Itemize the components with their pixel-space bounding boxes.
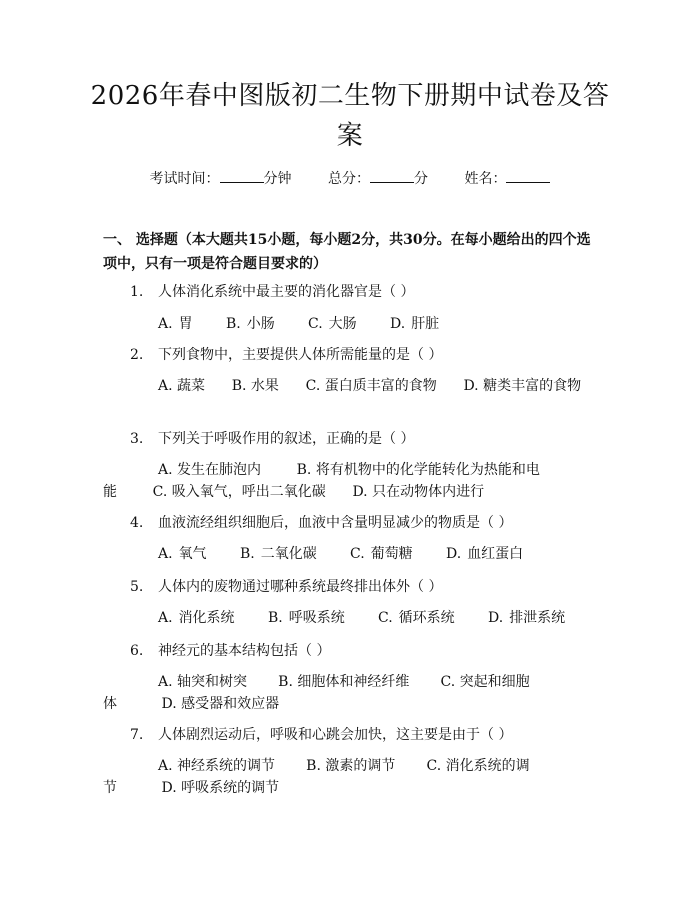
- question-number: 2.: [130, 347, 144, 363]
- option: D. 糖类丰富的食物: [463, 378, 582, 394]
- option: B. 水果: [231, 378, 279, 394]
- option: A. 神经系统的调节: [158, 758, 276, 774]
- name-label: 姓名：: [464, 171, 507, 187]
- option: D. 排泄系统: [488, 610, 566, 626]
- option: C. 突起和细胞体: [103, 674, 530, 712]
- score-unit: 分: [414, 171, 428, 187]
- option: C. 大肠: [308, 316, 357, 332]
- question-number: 3.: [130, 431, 144, 447]
- option: C. 循环系统: [378, 610, 455, 626]
- time-label: 考试时间：: [149, 171, 220, 187]
- question-stem: [130, 576, 442, 598]
- option: D. 肝脏: [390, 316, 440, 332]
- option: D. 血红蛋白: [446, 546, 524, 562]
- question-text: 人体消化系统中最主要的消化器官是（ ）: [158, 284, 415, 300]
- option: B. 将有机物中的化学能转化为热能和电能: [103, 462, 540, 500]
- option: D. 感受器和效应器: [161, 696, 280, 712]
- question-stem: [130, 724, 512, 746]
- question-options: [103, 755, 593, 799]
- question-options: [158, 543, 523, 565]
- option: C. 蛋白质丰富的食物: [305, 378, 437, 394]
- option: C. 葡萄糖: [350, 546, 413, 562]
- question-options: [103, 671, 593, 715]
- question-options: [158, 607, 565, 629]
- question-number: 5.: [130, 579, 144, 595]
- question-number: 6.: [130, 643, 144, 659]
- question-text: 血液流经组织细胞后，血液中含量明显减少的物质是（ ）: [158, 515, 513, 531]
- option: A. 发生在肺泡内: [158, 462, 262, 478]
- option: D. 呼吸系统的调节: [161, 780, 280, 796]
- question-text: 人体内的废物通过哪种系统最终排出体外（ ）: [158, 579, 443, 595]
- option: B. 细胞体和神经纤维: [278, 674, 410, 690]
- option: B. 小肠: [226, 316, 275, 332]
- question-options: [103, 459, 593, 503]
- question-stem: [130, 640, 330, 662]
- option: A. 蔬菜: [158, 378, 206, 394]
- score-blank: [370, 168, 414, 183]
- option: C. 吸入氧气，呼出二氧化碳: [152, 484, 326, 500]
- question-number: 1.: [130, 284, 144, 300]
- question-number: 7.: [130, 727, 144, 743]
- question-stem: [130, 428, 414, 450]
- option: B. 呼吸系统: [268, 610, 345, 626]
- option: B. 二氧化碳: [240, 546, 317, 562]
- option: A. 消化系统: [158, 610, 235, 626]
- question-stem: [130, 344, 442, 366]
- question-stem: [130, 281, 414, 303]
- question-stem: [130, 512, 512, 534]
- question-text: 下列关于呼吸作用的叙述，正确的是（ ）: [158, 431, 415, 447]
- option: C. 消化系统的调节: [103, 758, 530, 796]
- option: A. 胃: [158, 316, 193, 332]
- option: A. 轴突和树突: [158, 674, 248, 690]
- question-options: [103, 375, 593, 397]
- time-blank: [220, 168, 264, 183]
- option: D. 只在动物体内进行: [352, 484, 485, 500]
- time-unit: 分钟: [263, 171, 292, 187]
- question-text: 神经元的基本结构包括（ ）: [158, 643, 331, 659]
- option: B. 激素的调节: [306, 758, 396, 774]
- page-title: 2026年春中图版初二生物下册期中试卷及答案: [90, 81, 610, 151]
- student-name: [464, 171, 550, 187]
- total-score: [328, 171, 432, 187]
- exam-time: [150, 171, 296, 187]
- name-blank: [506, 168, 550, 183]
- question-number: 4.: [130, 515, 144, 531]
- option: A. 氧气: [158, 546, 207, 562]
- score-label: 总分：: [328, 171, 370, 187]
- exam-meta: [0, 168, 700, 188]
- question-text: 人体剧烈运动后，呼吸和心跳会加快，这主要是由于（ ）: [158, 727, 513, 743]
- section-heading: 一、 选择题（本大题共15小题，每小题2分，共30分。在每小题给出的四个选项中，只有一项是符合题目要求的）: [103, 232, 591, 272]
- question-options: [158, 313, 439, 335]
- question-text: 下列食物中，主要提供人体所需能量的是（ ）: [158, 347, 443, 363]
